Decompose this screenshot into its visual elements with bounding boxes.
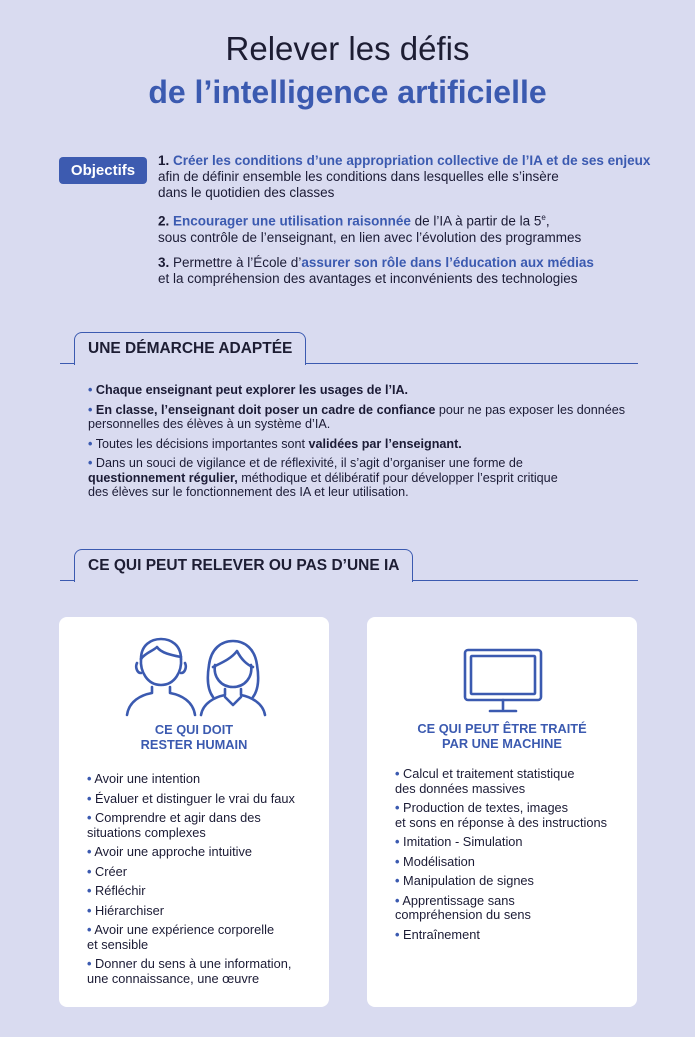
machine-card	[367, 617, 637, 1007]
title-line-2: de l’intelligence artificielle	[148, 74, 547, 110]
human-card-list	[87, 772, 325, 991]
list-item	[87, 957, 325, 986]
list-item-text: Production de textes, images	[403, 800, 569, 815]
bullet-dot: •	[87, 771, 92, 786]
list-item-text: Avoir une expérience corporelle	[94, 922, 275, 937]
list-item	[87, 811, 325, 840]
list-item-text: des données massives	[395, 780, 526, 796]
bullet-dot: •	[87, 902, 92, 918]
bullet-bold: Chaque enseignant peut explorer les usages de l’IA.	[95, 383, 409, 397]
objective-highlight: Créer les conditions d’une appropriation collective de l’IA et de ses enjeux	[173, 153, 651, 168]
list-item	[87, 923, 325, 952]
bullet-item	[88, 383, 628, 398]
bullet-dot: •	[87, 922, 92, 937]
bullet-text: personnelles des élèves à un système d’IA.	[88, 417, 331, 431]
bullet-bold: En classe, l’enseignant doit poser un cadre de confiance	[95, 402, 436, 417]
card-title-line: CE QUI DOIT	[154, 722, 234, 737]
list-item	[87, 772, 325, 787]
demarche-bullets	[88, 383, 628, 505]
list-item-text: Créer	[95, 863, 128, 879]
card-title-line: PAR UNE MACHINE	[442, 736, 562, 751]
human-card	[59, 617, 329, 1007]
bullet-dot: •	[395, 873, 400, 888]
objectives-list	[158, 153, 678, 296]
list-item	[87, 865, 325, 880]
list-item	[395, 835, 633, 850]
list-item-text: Modélisation	[403, 853, 475, 869]
bullet-dot: •	[395, 853, 400, 869]
list-item-text: Imitation - Simulation	[403, 834, 523, 849]
bullet-dot: •	[395, 766, 400, 781]
bullet-dot: •	[88, 436, 93, 451]
bullet-item	[88, 437, 628, 452]
title-line-1: Relever les défis	[225, 30, 470, 67]
list-item-text: Réfléchir	[95, 883, 146, 898]
card-title-line: RESTER HUMAIN	[140, 737, 248, 752]
list-item-text: Donner du sens à une information,	[95, 956, 292, 971]
bullet-bold: questionnement régulier,	[88, 470, 238, 485]
section-heading-demarche: UNE DÉMARCHE ADAPTÉE	[74, 332, 306, 365]
objective-line: dans le quotidien des classes	[158, 185, 335, 200]
bullet-text: Toutes les décisions importantes sont	[95, 436, 309, 451]
list-item	[395, 928, 633, 943]
bullet-dot: •	[395, 800, 400, 815]
list-item-text: Calcul et traitement statistique	[403, 766, 575, 781]
bullet-text: pour ne pas exposer les données	[435, 402, 626, 417]
list-item	[87, 904, 325, 919]
list-item-text: une connaissance, une œuvre	[87, 970, 260, 986]
bullet-text: des élèves sur le fonctionnement des IA et leur utilisation.	[88, 485, 409, 499]
list-item	[395, 855, 633, 870]
people-icon	[123, 635, 269, 717]
objective-highlight: assurer son rôle dans l’éducation aux médias	[301, 254, 594, 270]
bullet-text: Dans un souci de vigilance et de réflexivité, il s’agit d’organiser une forme de	[95, 456, 523, 470]
objective-line: sous contrôle de l’enseignant, en lien avec l’évolution des programmes	[158, 229, 582, 245]
list-item	[395, 767, 633, 796]
list-item-text: et sensible	[87, 936, 149, 952]
list-item-text: Avoir une intention	[94, 771, 201, 786]
bullet-dot: •	[395, 892, 400, 908]
list-item-text: Apprentissage sans	[402, 892, 515, 908]
list-item-text: Manipulation de signes	[403, 873, 534, 888]
bullet-bold: validées par l’enseignant.	[308, 436, 462, 451]
list-item	[87, 845, 325, 860]
monitor-icon	[462, 647, 544, 715]
machine-card-list	[395, 767, 633, 947]
objective-text: Permettre à l’École d’	[169, 254, 302, 270]
bullet-dot: •	[88, 456, 93, 470]
objective-number: 1.	[158, 153, 170, 168]
machine-card-title	[367, 721, 637, 751]
list-item	[395, 874, 633, 889]
bullet-text: méthodique et délibératif pour développer l’esprit critique	[237, 470, 558, 485]
list-item-text: Évaluer et distinguer le vrai du faux	[95, 790, 295, 806]
bullet-dot: •	[87, 790, 92, 806]
objective-highlight: Encourager une utilisation raisonnée	[173, 213, 411, 229]
list-item	[395, 801, 633, 830]
objective-line: et la compréhension des avantages et inconvénients des technologies	[158, 270, 578, 286]
objective-item-3	[158, 255, 678, 287]
bullet-dot: •	[88, 383, 93, 397]
bullet-dot: •	[87, 810, 92, 825]
objective-number: 3.	[158, 254, 170, 270]
objective-item-1	[158, 153, 678, 201]
list-item	[87, 884, 325, 899]
list-item-text: compréhension du sens	[395, 907, 531, 922]
bullet-dot: •	[87, 883, 92, 898]
objective-text: de l’IA à partir de la 5	[410, 213, 542, 229]
bullet-dot: •	[88, 402, 93, 417]
list-item-text: Avoir une approche intuitive	[94, 844, 253, 859]
page-title	[0, 30, 695, 112]
bullet-item	[88, 456, 628, 500]
objective-number: 2.	[158, 213, 170, 229]
bullet-dot: •	[87, 956, 92, 971]
human-card-title	[59, 722, 329, 752]
list-item	[395, 894, 633, 923]
list-item-text: et sons en réponse à des instructions	[395, 814, 607, 830]
list-item-text: Entraînement	[403, 926, 480, 942]
objective-item-2	[158, 210, 678, 246]
objective-text: ,	[545, 213, 550, 229]
list-item	[87, 792, 325, 807]
objective-line: afin de définir ensemble les conditions dans lesquelles elle s’insère	[158, 169, 559, 184]
list-item-text: situations complexes	[87, 824, 206, 840]
bullet-dot: •	[87, 863, 92, 879]
section-heading-ia: CE QUI PEUT RELEVER OU PAS D’UNE IA	[74, 549, 413, 582]
bullet-item	[88, 403, 628, 432]
bullet-dot: •	[395, 926, 400, 942]
list-item-text: Hiérarchiser	[95, 902, 165, 918]
bullet-dot: •	[395, 834, 400, 849]
objectives-badge: Objectifs	[59, 157, 147, 184]
bullet-dot: •	[87, 844, 92, 859]
list-item-text: Comprendre et agir dans des	[95, 810, 261, 825]
superscript: e	[541, 213, 546, 222]
card-title-line: CE QUI PEUT ÊTRE TRAITÉ	[417, 721, 587, 736]
